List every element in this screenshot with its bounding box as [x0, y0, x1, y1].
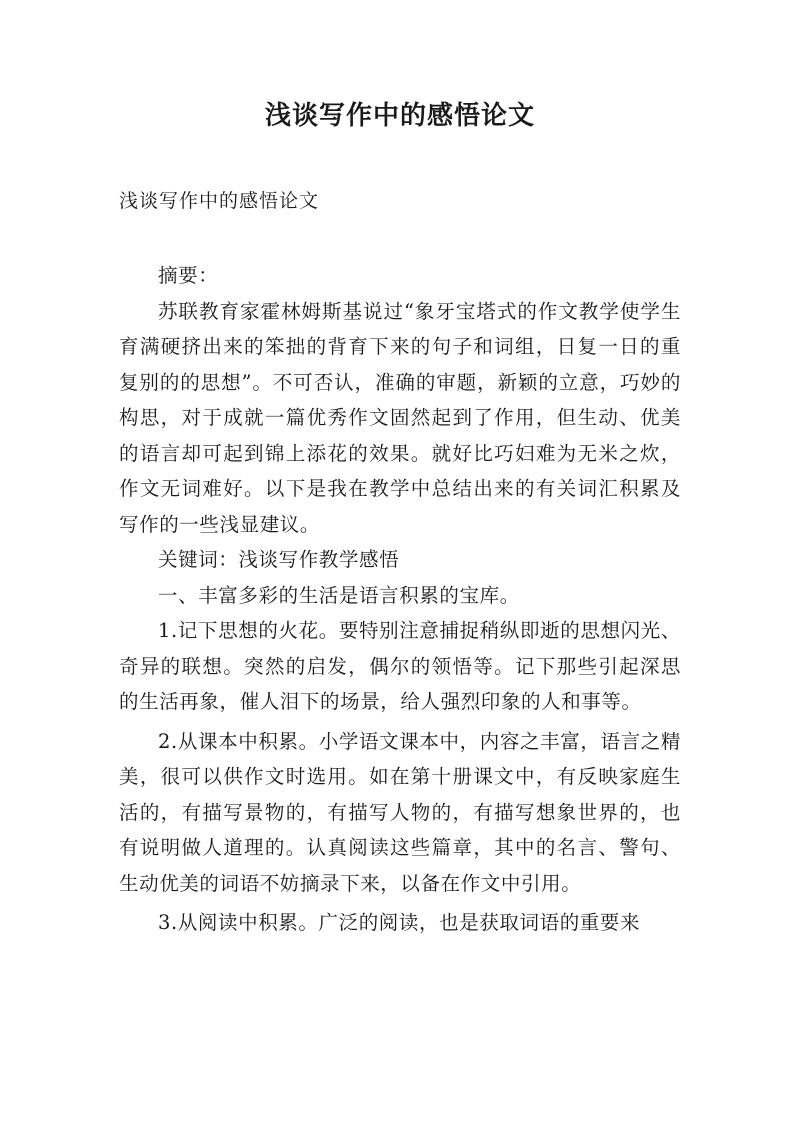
body-paragraph-1: 1.记下思想的火花。要特别注意捕捉稍纵即逝的思想闪光、奇异的联想。突然的启发，偶尔的领悟等。记下那些引起深思的生活再象，催人泪下的场景，给人强烈印象的人和事等。	[119, 619, 681, 713]
keywords-line: 关键词：浅谈写作教学感悟	[158, 548, 400, 571]
document-subtitle: 浅谈写作中的感悟论文	[119, 190, 320, 212]
document-body	[119, 258, 681, 941]
body-paragraph-3: 3.从阅读中积累。广泛的阅读，也是获取词语的重要来	[158, 911, 641, 934]
document-title: 浅谈写作中的感悟论文	[264, 101, 535, 131]
section-heading-1: 一、丰富多彩的生活是语言积累的宝库。	[158, 583, 520, 607]
abstract-heading: 摘要：	[158, 264, 219, 287]
abstract-paragraph: 苏联教育家霍林姆斯基说过“象牙宝塔式的作文教学使学生育满硬挤出来的笨拙的背育下来的句子和词组，日复一日的重复别的的思想”。不可否认，准确的审题，新颖的立意，巧妙的构思，对于成就一篇优秀作文固然起到了作用，但生动、优美的语言却可起到锦上添花的效果。就好比巧妇难为无米之炊，作文无词难好。以下是我在教学中总结出来的有关词汇积累及写作的一些浅显建议。	[119, 299, 681, 536]
body-paragraph-2: 2.从课本中积累。小学语文课本中，内容之丰富，语言之精美，很可以供作文时选用。如在第十册课文中，有反映家庭生活的，有描写景物的，有描写人物的，有描写想象世界的，也有说明做人道理的。认真阅读这些篇章，其中的名言、警句、生动优美的词语不妨摘录下来，以备在作文中引用。	[119, 729, 681, 895]
